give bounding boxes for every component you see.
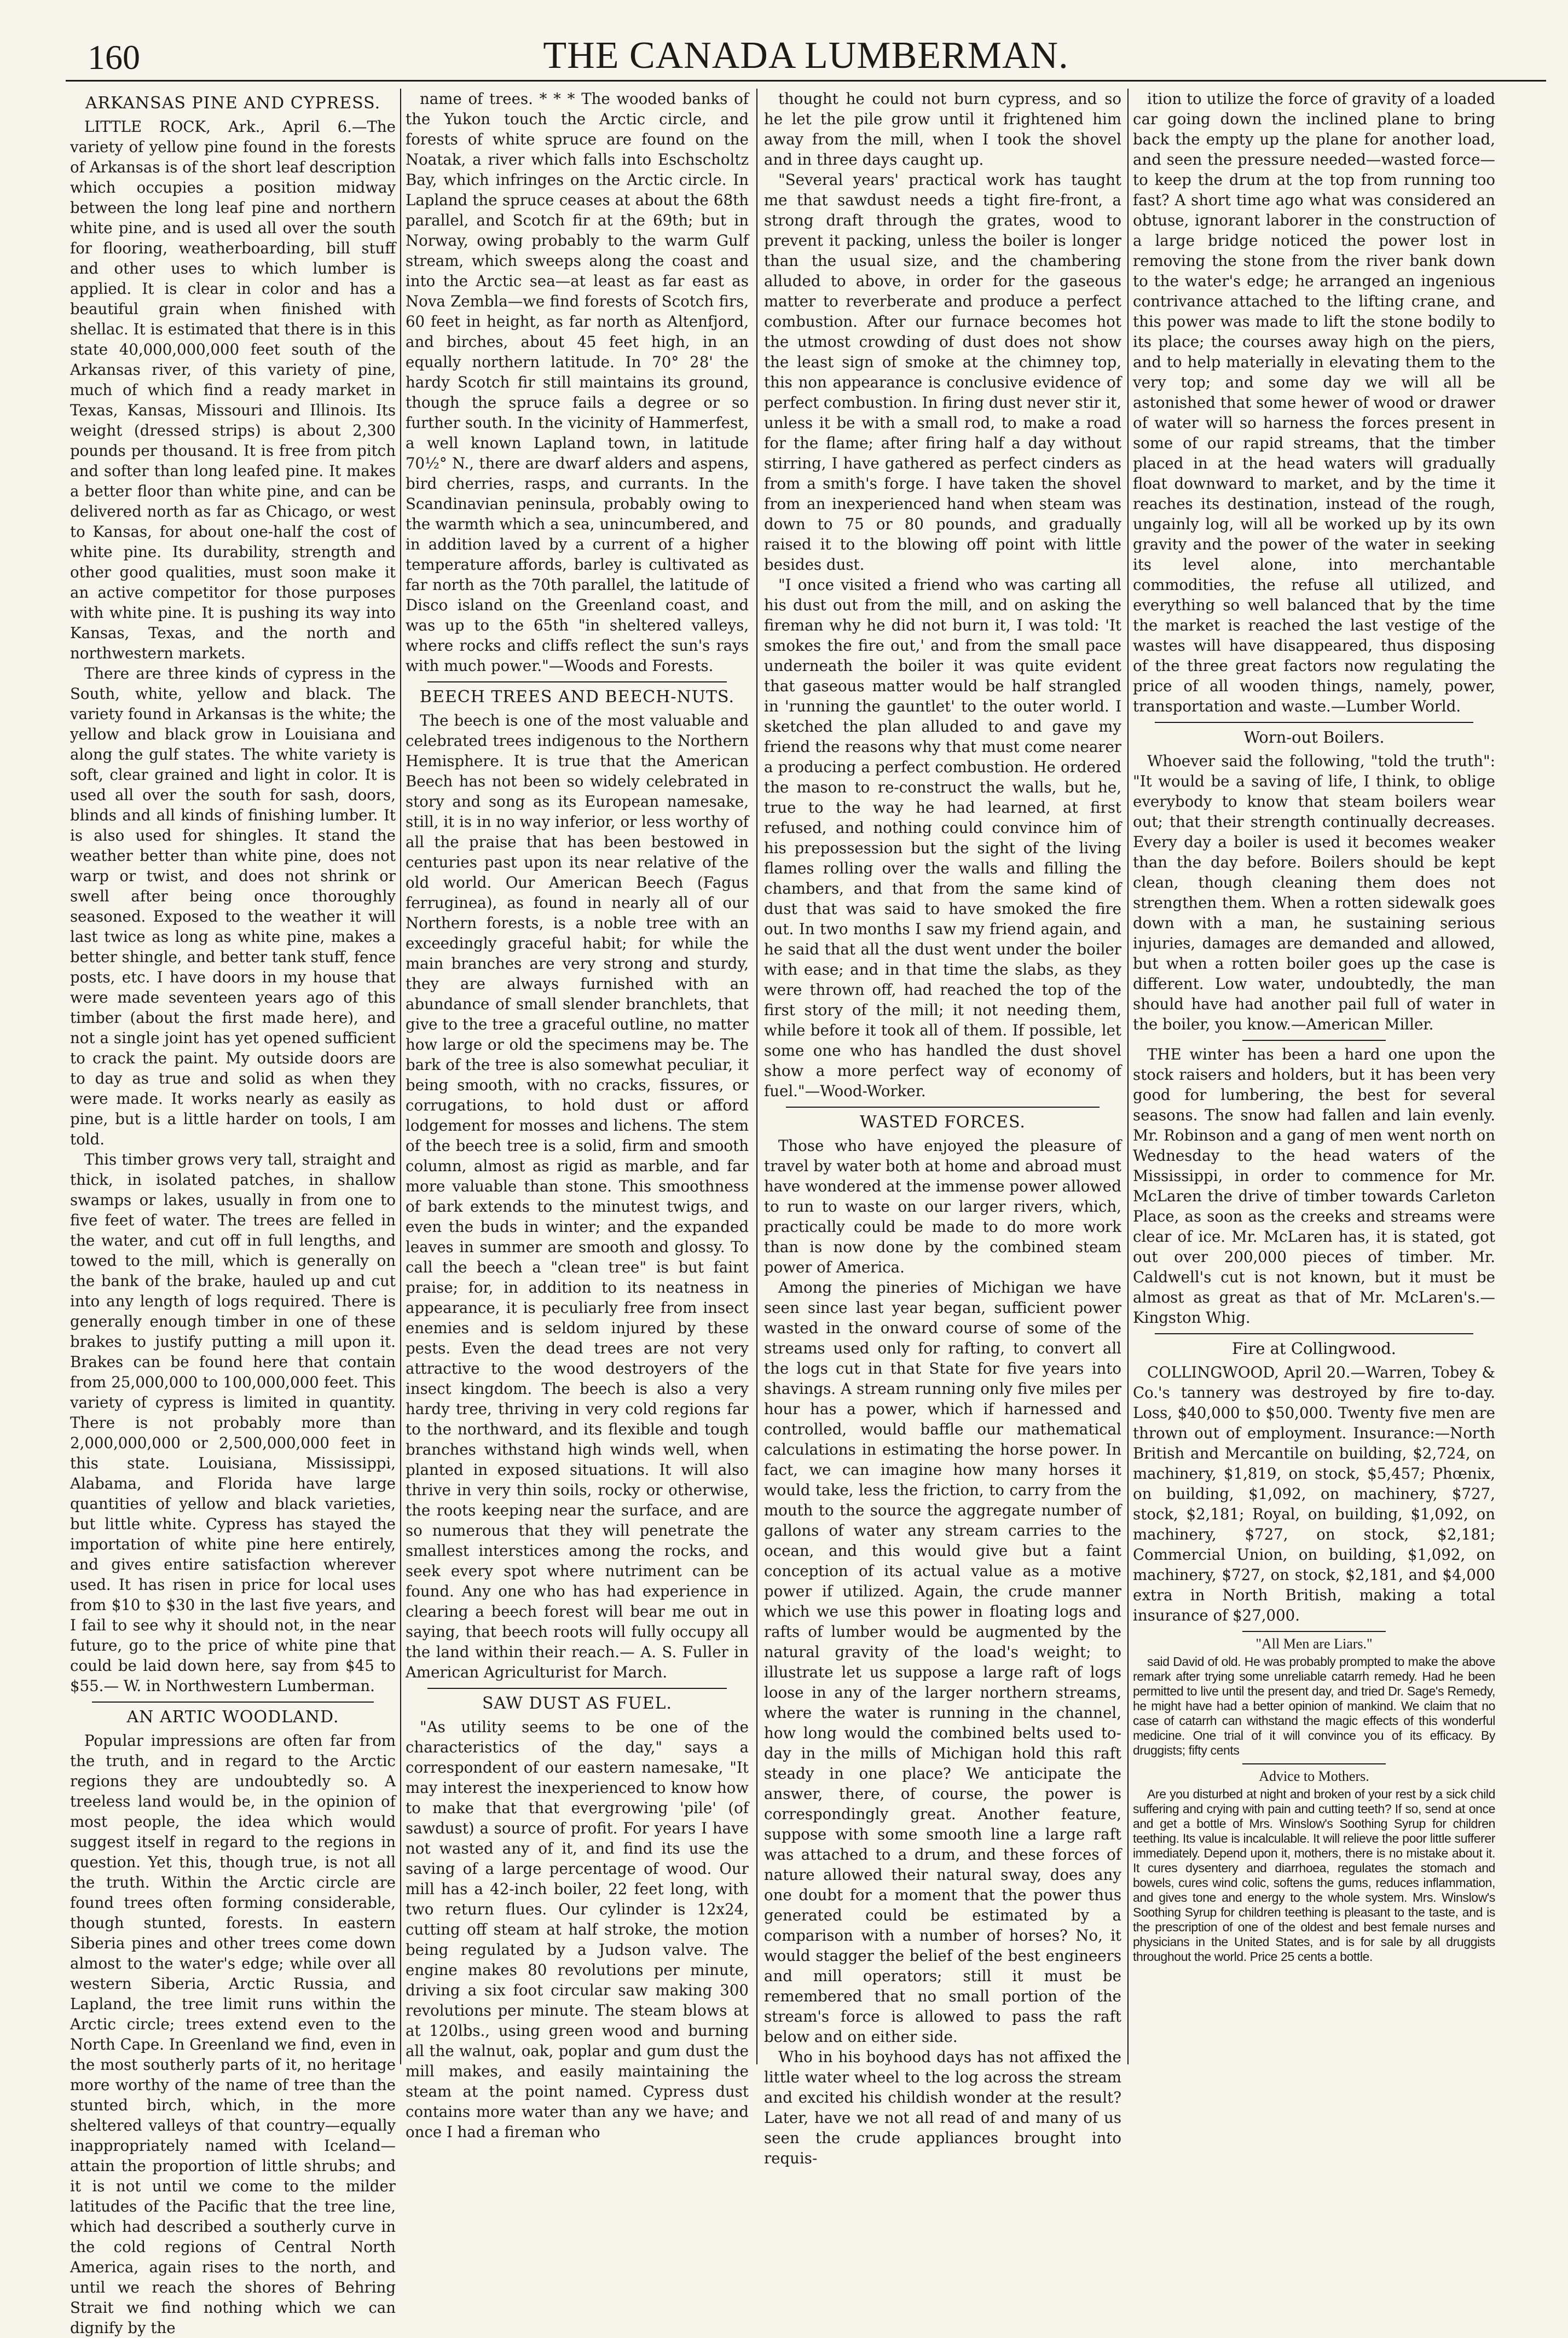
article	[70, 1707, 396, 2338]
article-paragraph: name of trees. * * * The wooded banks of the Yukon touch the Arctic circle, and forests of white spruce are found on the Noatak, a river which falls into Eschscholtz Bay, which infringes on the Arctic circle. In Lapland the spruce ceases at about the 68th parallel, and Scotch fir at the 69th; but in Norway, owing probably to the warm Gulf stream, which sweeps along the coast and into the Arctic sea—at least as far east as Nova Zembla—we find forests of Scotch firs, 60 feet in height, as far north as Altenfjord, and birches, about 45 feet high, in an equally northern latitude. In 70° 28' the hardy Scotch fir still maintains its ground, though the spruce fails a degree or so further south. In the vicinity of Hammerfest, a well known Lapland town, in latitude 70½° N., there are dwarf alders and aspens, bird cherries, rasps, and currants. In the Scandinavian peninsula, probably owing to the warmth which a sea, unincumbered, and in addition laved by a current of a higher temperature affords, barley is cultivated as far north as the 70th parallel, the latitude of Disco island on the Greenland coast, and was up to the 65th "in sheltered valleys, where rocks and cliffs reflect the sun's rays with much power."—Woods and Forests.	[406, 90, 749, 675]
advertisement	[1133, 1769, 1495, 1964]
article	[1133, 1044, 1495, 1328]
article-paragraph: "As utility seems to be one of the characteristics of the day," says a correspondent of our eastern namesake, "It may interest the inexperienced to know how to make that that evergrowing 'pile' (of sawdust) a source of profit. For years I have not wasted any of it, and find its use the saving of a large percentage of wood. Our mill has a 42-inch boiler, 22 feet long, with two return flues. Our cylinder is 12x24, cutting off steam at half stroke, the motion being regulated by a Judson valve. The engine makes 80 revolutions per minute, driving a six foot circular saw making 300 revolutions per minute. The steam blows at at 120lbs., using green wood and burning all the walnut, oak, poplar and gum dust the mill makes, and easily maintaining the steam at the point named. Cypress dust contains more water than any we have; and once I had a fireman who	[406, 1718, 749, 2141]
ad-paragraph: said David of old. He was probably prompted to make the above remark after trying some unreliable catarrh remedy. Had he been permitted to live until the present day, and tried Dr. Sage's Remedy, he might have had a better opinion of mankind. We claim that no case of catarrh can withstand the magic effects of this wonderful medicine. One trial of it will convince you of its efficacy. By druggists; fifty cents	[1133, 1654, 1495, 1757]
article-paragraph: Who in his boyhood days has not affixed the little water wheel to the log across the stream and excited his childish wonder at the result? Later, have we not all read of and many of us seen the crude appliances brought into requis-	[764, 2048, 1121, 2167]
article-title: AN ARTIC WOODLAND.	[126, 1708, 339, 1727]
article-paragraph: The beech is one of the most valuable and celebrated trees indigenous to the Northern Hemisphere. It is true that the American Beech has not been so widely celebrated in story and song as its European namesake, still, it is in no way inferior, or less worthy of all the praise that has been bestowed in centuries past upon its near relative of the old world. Our American Beech (Fagus ferruginea), as found in nearly all of our Northern forests, is a noble tree with an exceedingly graceful habit; for while the main branches are very strong and sturdy, they are always furnished with an abundance of small slender branchlets, that give to the tree a graceful outline, no matter how large or old the specimens may be. The bark of the tree is also somewhat peculiar, it being smooth, with no cracks, fissures, or corrugations, to hold dust or afford lodgement for mosses and lichens. The stem of the beech tree is a solid, firm and smooth column, almost as rigid as marble, and far more valuable than stone. This smoothness of bark extends to the minutest twigs, and even the buds in winter; and the expanded leaves in summer are smooth and glossy. To call the beech a "clean tree" is but faint praise; for, in addition to its neatness in appearance, it is peculiarly free from insect enemies and is seldom injured by these pests. Even the dead trees are not very attractive to the wood destroyers of the insect kingdom. The beech is also a very hardy tree, thriving in very cold regions far to the northward, and its flexible and tough branches withstand high winds well, when planted in exposed situations. It will also thrive in very thin soils, rocky or otherwise, the roots keeping near the surface, and are so numerous that they will penetrate the smallest interstices among the rocks, and seek every spot where nutriment can be found. Any one who has had experience in clearing a beech forest will bear me out in saying, that beech roots will fully occupy all the land within their reach.— A. S. Fuller in American Agriculturist for March.	[406, 711, 749, 1681]
article-title: ARKANSAS PINE AND CYPRESS.	[85, 94, 381, 113]
article	[764, 89, 1121, 1101]
article-title: Worn-out Boilers.	[1243, 728, 1385, 746]
column-divider	[1127, 89, 1129, 2064]
article-paragraph: LITTLE ROCK, Ark., April 6.—The variety of yellow pine found in the forests of Arkansas is of the short leaf description which occupies a position midway between the long leaf pine and northern white pine, and is used all over the south for flooring, weatherboarding, bill stuff and other uses to which lumber is applied. It is clear in color and has a beautiful grain when finished with shellac. It is estimated that there is in this state 40,000,000,000 feet south of the Arkansas river, of this variety of pine, much of which find a ready market in Texas, Kansas, Missouri and Illinois. Its weight (dressed strips) is about 2,300 pounds per thousand. It is free from pitch and softer than long leafed pine. It makes a better floor than white pine, and can be delivered north as far as Chicago, or west to Kansas, for about one-half the cost of white pine. Its durability, strength and other good qualities, must soon make it an active competitor for those purposes with white pine. It is pushing its way into Kansas, Texas, and the north and northwestern markets.	[70, 118, 396, 662]
ad-paragraph: Are you disturbed at night and broken of your rest by a sick child suffering and crying with pain and cutting teeth? If so, send at once and get a bottle of Mrs. Winslow's Soothing Syrup for children teething. Its value is incalculable. It will relieve the poor little sufferer immediately. Depend upon it, mothers, there is no mistake about it. It cures dysentery and diarrhoea, regulates the stomach and bowels, cures wind colic, softens the gums, reduces inflammation, and gives tone and energy to the whole system. Mrs. Winslow's Soothing Syrup for children teething is pleasant to the taste, and is the prescription of one of the oldest and best female nurses and physicians in the United States, and is for sale by all druggists throughout the world. Price 25 cents a bottle.	[1133, 1787, 1495, 1964]
article	[764, 1112, 1121, 2168]
article-paragraph: Among the pineries of Michigan we have seen since last year began, sufficient power wasted in the onward course of some of the streams used only for rafting, to convert all the logs cut in that State for five years into shavings. A stream running only five miles per hour has a power, which if harnessed and controlled, would baffle our mathematical calculations in estimating the horse power. In fact, we can imagine how many horses it would take, less the friction, to carry from the mouth to the source the aggregate number of gallons of water any stream carries to the ocean, and this would give but a faint conception of its actual value as a motive power if utilized. Again, the crude manner which we use this power in floating logs and rafts of lumber would be augmented by the natural gravity of the load's weight; to illustrate let us suppose a large raft of logs loose in any of the larger northern streams, where the water is running in the channel, how long would the combined belts used to-day in the mills of Michigan hold this raft steady in one place? We anticipate the answer, there, of course, the power is correspondingly great. Another feature, suppose with some smooth line a large raft was attached to a drum, and these forces of nature allowed their natural sway, does any one doubt for a moment that the power thus generated could be estimated by a comparison with a number of horses? No, it would stagger the belief of the best engineers and mill operators; still it must be remembered that no small portion of the stream's force is allowed to pass the raft below and on either side.	[764, 1278, 1121, 2046]
column-1	[70, 89, 396, 2337]
article-paragraph: THE winter has been a hard one upon the stock raisers and holders, but it has been very good for lumbering, the best for several seasons. The snow had fallen and lain evenly. Mr. Robinson and a gang of men went north on Wednesday to the head waters of the Mississippi, in order to commence for Mr. McLaren the drive of timber towards Carleton Place, as soon as the creeks and streams were clear of ice. Mr. McLaren has, it is stated, got out over 200,000 pieces of timber. Mr. Caldwell's cut is not known, but it must be almost as great as that of Mr. McLaren's.—Kingston Whig.	[1133, 1045, 1495, 1327]
column-3	[764, 89, 1121, 2167]
section-rule	[92, 1702, 374, 1703]
ad-title: "All Men are Liars."	[1255, 1636, 1373, 1652]
column-divider	[756, 89, 757, 2064]
article-title: WASTED FORCES.	[860, 1113, 1026, 1132]
section-rule	[427, 681, 727, 682]
article-paragraph: Those who have enjoyed the pleasure of travel by water both at home and abroad must have wondered at the immense power allowed to run to waste on our larger rivers, which, practically could be made to do more work than is now done by the combined steam power of America.	[764, 1137, 1121, 1276]
masthead	[66, 33, 1546, 82]
article-paragraph: This timber grows very tall, straight and thick, in isolated patches, in shallow swamps or lakes, usually in from one to five feet of water. The trees are felled in the water, and cut off in full lengths, and towed to the mill, which is generally on the bank of the brake, hauled up and cut into any length of logs required. There is generally enough timber in one of these brakes to justify putting a mill upon it. Brakes can be found here that contain from 25,000,000 to 100,000,000 feet. This variety of cypress is limited in quantity. There is not probably more than 2,000,000,000 or 2,500,000,000 feet in this state. Louisiana, Mississippi, Alabama, and Florida have large quantities of yellow and black varieties, but little white. Cypress has stayed the importation of white pine here entirely, and gives entire satisfaction wherever used. It has risen in price for local uses from $10 to $30 in the last five years, and I fail to see why it should not, in the near future, go to the price of white pine that could be laid down here, say from $45 to $55.— W. in Northwestern Lumberman.	[70, 1150, 396, 1695]
article-title: SAW DUST AS FUEL.	[482, 1694, 672, 1713]
article	[1133, 89, 1495, 716]
section-rule	[1155, 722, 1473, 723]
advertisement	[1133, 1636, 1495, 1758]
article-title: BEECH TREES AND BEECH-NUTS.	[419, 687, 735, 707]
article-paragraph: COLLINGWOOD, April 20.—Warren, Tobey & Co.'s tannery was destroyed by fire to-day. Loss, $40,000 to $50,000. Twenty five men are thrown out of employment. Insurance:—North British and Mercantile on building, $2,724, on machinery, $1,819, on stock, $5,457; Phœnix, on building, $1,092, on machinery, $727, stock, $2,181; Royal, on building, $1,092, on machinery, $727, on stock, $2,181; Commercial Union, on building, $1,092, on machinery, $727, on stock, $2,181, and $4,000 extra in North British, making a total insurance of $27,000.	[1133, 1363, 1495, 1624]
article-paragraph: There are three kinds of cypress in the South, white, yellow and black. The variety found in Arkansas is the white; the yellow and black grow in Louisiana and along the gulf states. The white variety is soft, clear grained and light in color. It is used all over the south for sash, doors, blinds and all kinds of finishing lumber. It is also used for shingles. It stand the weather better than white pine, does not warp or twist, and does not shrink or swell after being once thoroughly seasoned. Exposed to the weather it will last twice as long as white pine, makes a better shingle, and better tank stuff, fence posts, etc. I have doors in my house that were made seventeen years ago of this timber (about the first made here), and not a single joint has yet opened sufficient to crack the paint. My outside doors are to day as true and solid as when they were made. It works nearly as easily as pine, but is a little harder on tools, I am told.	[70, 664, 396, 1148]
article	[70, 93, 396, 1696]
section-rule	[1155, 1333, 1473, 1334]
section-rule	[1242, 1763, 1386, 1764]
article-paragraph: Popular impressions are often far from the truth, and in regard to the Arctic regions they are undoubtedly so. A treeless land would be, in the opinion of most people, the idea which would suggest itself in regard to the regions in question. Yet this, though true, is not all the truth. Within the Arctic circle are found trees often forming considerable, though stunted, forests. In eastern Siberia pines and other trees come down almost to the water's edge; while over all western Siberia, Arctic Russia, and Lapland, the tree limit runs within the Arctic circle; trees extend even to the North Cape. In Greenland we find, even in the most southerly parts of it, no heritage more worthy of the name of tree than the stunted birch, which, in the more sheltered valleys of that country—equally inappropriately named with Iceland—attain the proportion of little shrubs; and it is not until we come to the milder latitudes of the Pacific that the tree line, which had described a southerly curve in the cold regions of Central North America, again rises to the north, and until we reach the shores of Behring Strait we find nothing which we can dignify by the	[70, 1732, 396, 2337]
article-paragraph: thought he could not burn cypress, and so he let the pile grow until it frightened him away from the mill, when I took the shovel and in three days caught up.	[764, 90, 1121, 169]
paper-title: THE CANADA LUMBERMAN.	[543, 34, 1069, 77]
article-paragraph: "I once visited a friend who was carting all his dust out from the mill, and on asking the fireman why he did not burn it, I was told: 'It smokes the fire out,' and from the small pace underneath the boiler it was quite evident that gaseous matter would be half strangled in 'running the gauntlet' to the outer world. I sketched the plan alluded to and gave my friend the reasons why that must come nearer a producing a perfect combustion. He ordered the mason to re-construct the walls, but he, true to the way he had learned, at first refused, and nothing could convince him of his prepossession but the sight of the living flames rolling over the walls and filling the chambers, and that from the same kind of dust that was said to have smoked the fire out. In two months I saw my friend again, and he said that all the dust went under the boiler with ease; and in that time the slabs, as they were thrown off, had reached the top of the first story of the mill; it not needing them, while before it took all of them. If possible, let some one who has handled the dust shovel show a more perfect way of economy of fuel."—Wood-Worker.	[764, 576, 1121, 1100]
column-2	[406, 89, 749, 2141]
article-paragraph: Whoever said the following, "told the truth": "It would be a saving of life, I think, to oblige everybody to know that steam boilers wear out; that their strength continually decreases. Every day a boiler is used it becomes weaker than the day before. Boilers should be kept clean, though cleaning them does not strengthen them. When a rotten sidewalk goes down with a man, he sustaining serious injuries, damages are demanded and allowed, but when a rotten boiler goes up the case is different. Low water, undoubtedly, the man should have had another pail full of water in the boiler, you know.—American Miller.	[1133, 752, 1495, 1033]
article	[406, 1693, 749, 2142]
ad-title: Advice to Mothers.	[1259, 1768, 1369, 1784]
article-paragraph: ition to utilize the force of gravity of a loaded car going down the inclined plane to bring back the empty up the plane for another load, and seen the pressure needed—wasted force—to keep the drum at the top from running too fast? A short time ago what was considered an obtuse, ignorant laborer in the construction of a large bridge noticed the power lost in removing the stone from the river bank down to the water's edge; he arranged an ingenious contrivance attached to the lifting crane, and this power was made to lift the stone bodily to its place; the courses away high on the piers, and to help materially in elevating them to the very top; and some day we will all be astonished that some hewer of wood or drawer of water will so harness the forces present in some of our rapid streams, that the timber placed in at the head waters will gradually float downward to market, and by the time it reaches its destination, instead of the rough, ungainly log, will all be worked up by its own gravity and the power of the water in seeking its level alone, into merchantable commodities, the refuse all utilized, and everything so well balanced that by the time the market is reached the last vestige of the wastes will have disappeared, thus disposing of the three great factors now regulating the price of all wooden things, namely, power, transportation and waste.—Lumber World.	[1133, 90, 1495, 715]
article-title: Fire at Collingwood.	[1231, 1339, 1397, 1358]
article	[1133, 727, 1495, 1034]
section-rule	[427, 1688, 727, 1689]
article	[406, 687, 749, 1682]
article	[1133, 1339, 1495, 1625]
article-paragraph: "Several years' practical work has taught me that sawdust needs a tight fire-front, a strong draft through the grates, wood to prevent it packing, unless the boiler is longer than the usual size, and the chambering alluded to above, in order for the gaseous matter to reverberate and produce a perfect combustion. After our furnace becomes hot the utmost crowding of dust does not show the least sign of smoke at the chimney top, this non appearance is conclusive evidence of perfect combustion. In firing dust never stir it, unless it be with a small rod, to make a road for the flame; after firing half a day without stirring, I have gathered as perfect cinders as from a smith's forge. I have taken the shovel from an inexperienced hand when steam was down to 75 or 80 pounds, and gradually raised it to the blowing off point with little besides dust.	[764, 171, 1121, 574]
column-divider	[400, 89, 401, 2064]
section-rule	[786, 1107, 1100, 1108]
article	[406, 89, 749, 676]
column-4	[1133, 89, 1495, 2059]
section-rule	[1242, 1631, 1386, 1632]
section-rule	[1242, 1040, 1386, 1041]
page-number: 160	[88, 38, 140, 77]
